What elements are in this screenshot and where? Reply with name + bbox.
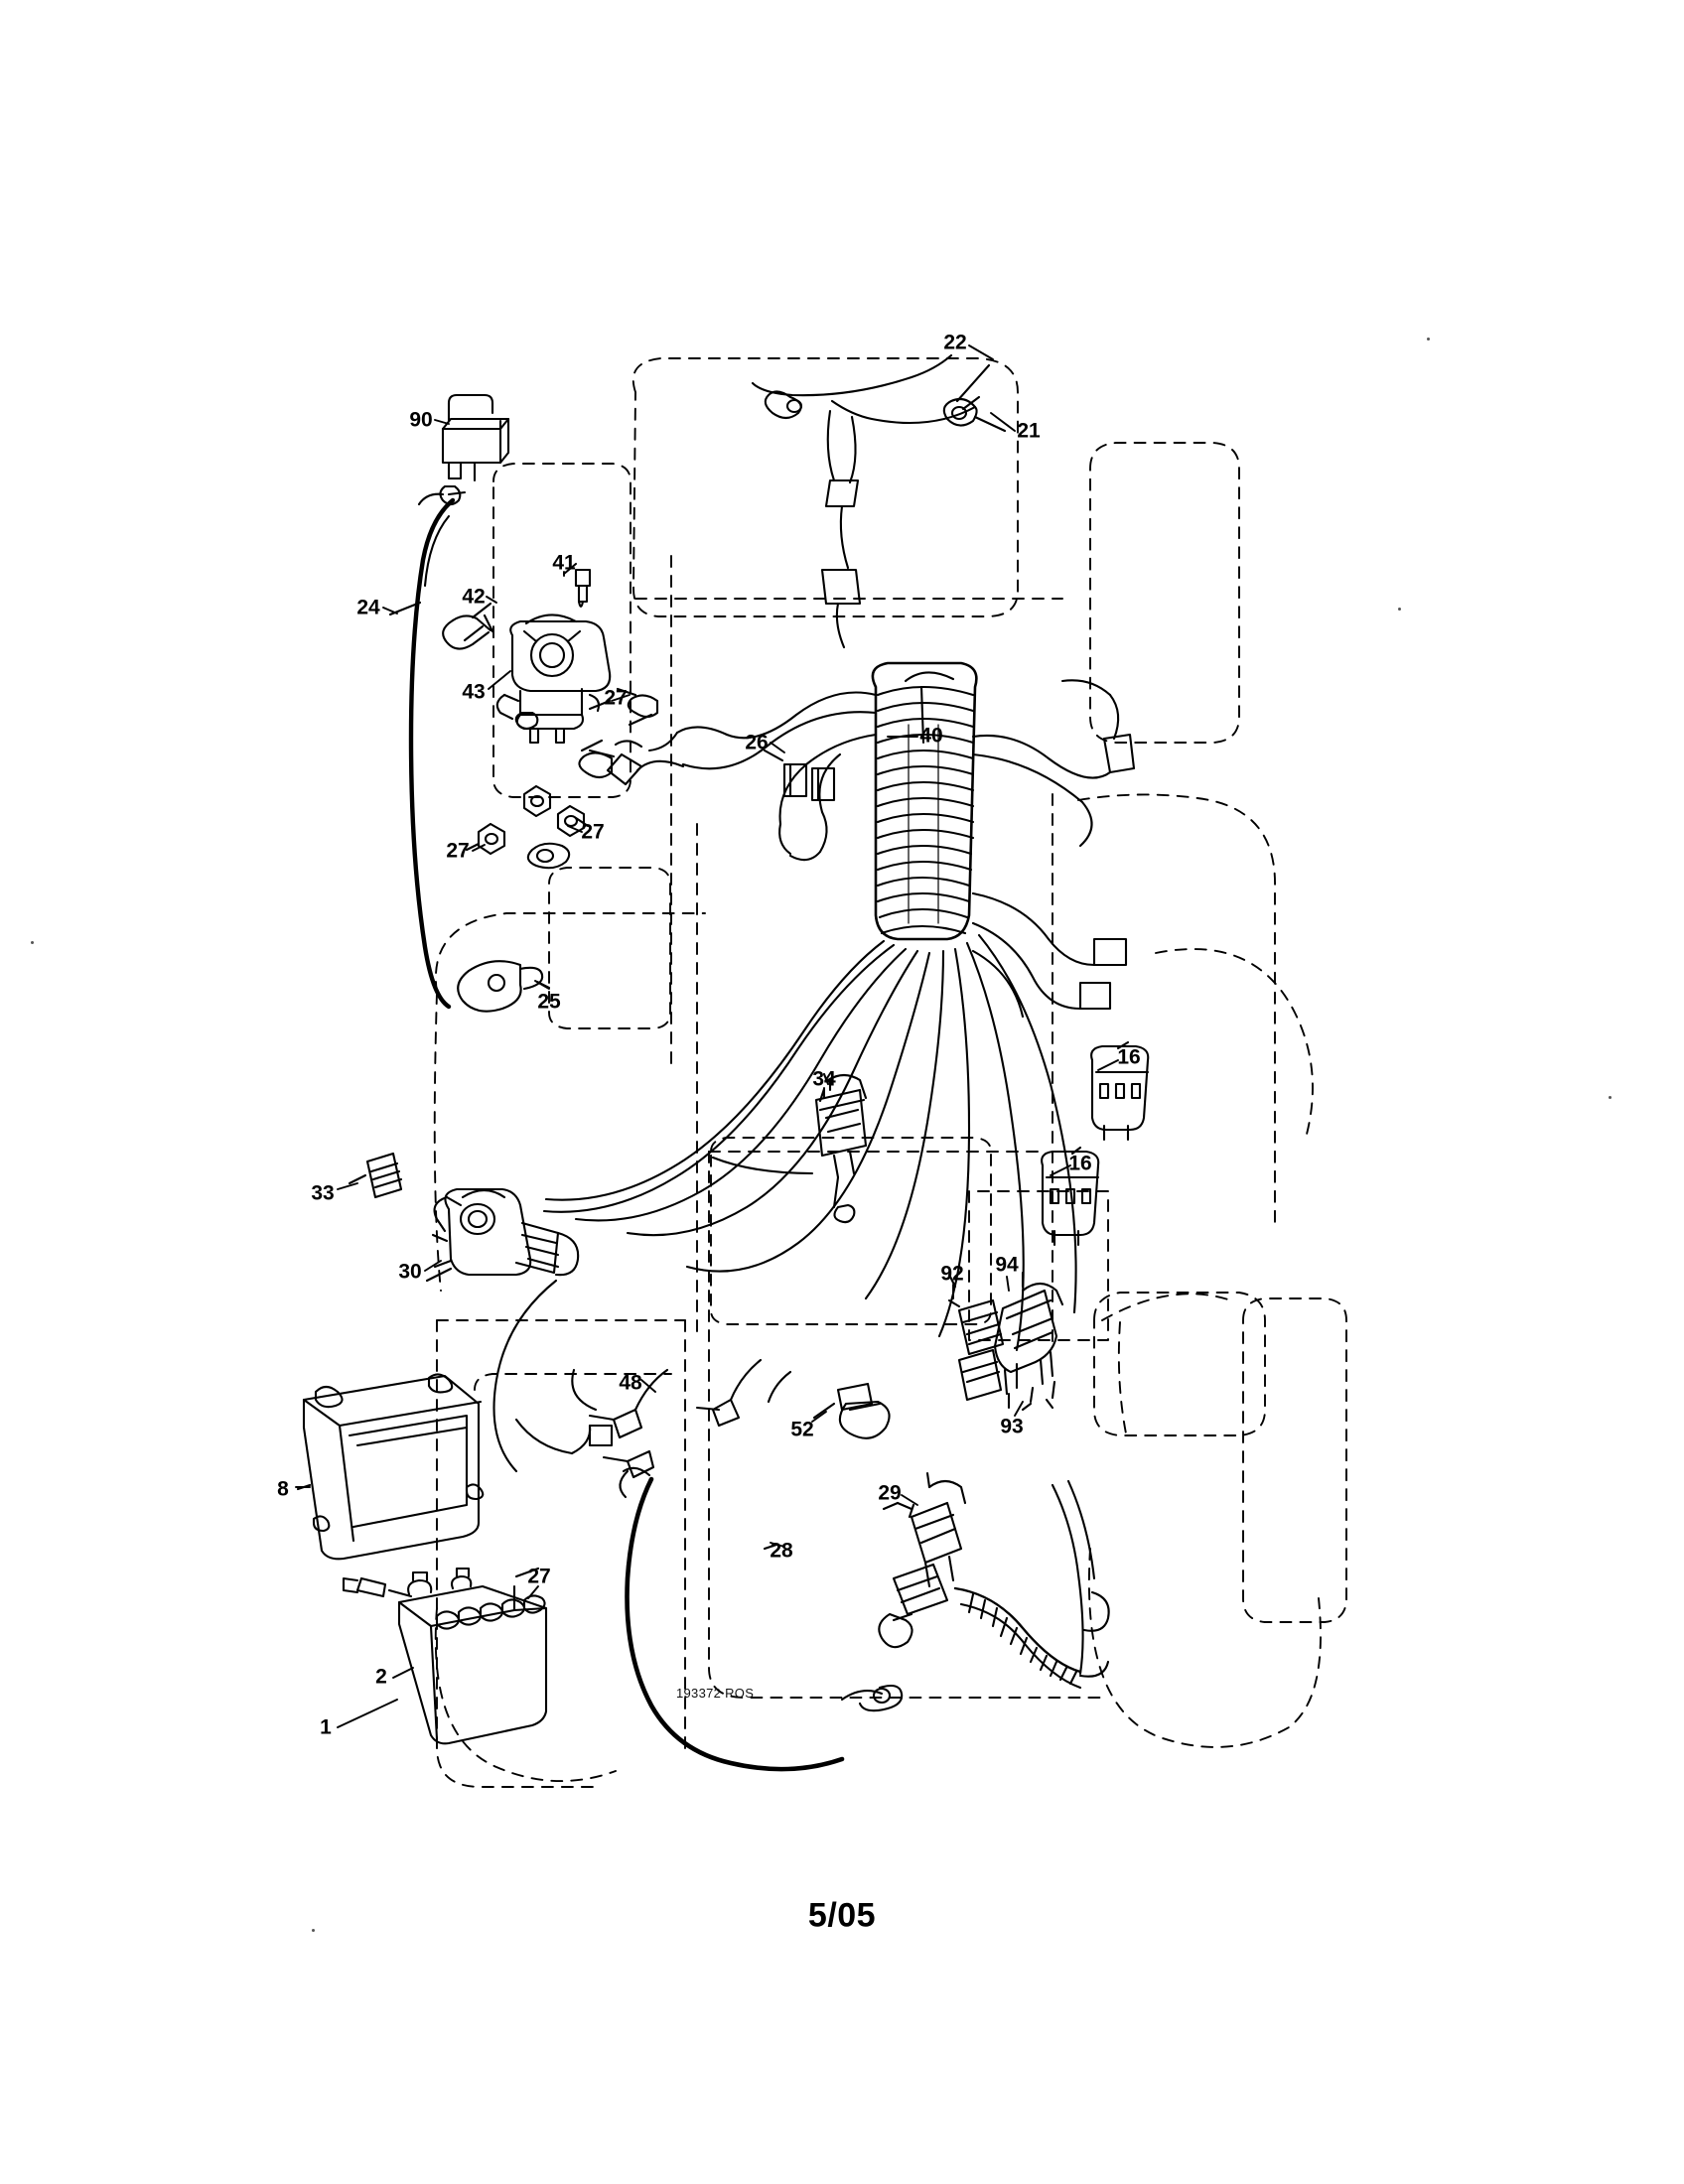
part-90-module bbox=[440, 395, 508, 504]
callout-30: 30 bbox=[398, 1260, 422, 1284]
callout-93: 93 bbox=[1000, 1415, 1024, 1438]
part-22-21-wire-assembly bbox=[753, 355, 1005, 647]
callout-48: 48 bbox=[619, 1371, 642, 1395]
scan-speck bbox=[312, 1929, 315, 1932]
part-43-ignition-switch bbox=[497, 614, 610, 743]
part-1-battery bbox=[344, 1569, 546, 2184]
callout-16-a: 16 bbox=[1117, 1045, 1141, 1069]
part-34-rocker-switch bbox=[713, 1074, 866, 1222]
scan-speck bbox=[1609, 1096, 1612, 1099]
harness-branch-right bbox=[973, 680, 1134, 1017]
callout-29: 29 bbox=[878, 1481, 902, 1505]
callout-8: 8 bbox=[277, 1477, 289, 1501]
part-28-battery-cable bbox=[620, 1468, 902, 1769]
callout-92: 92 bbox=[940, 1262, 964, 1286]
callout-22: 22 bbox=[943, 331, 967, 354]
plate-code: 193372 ROS bbox=[676, 1686, 755, 1701]
revision-date: 5/05 bbox=[807, 1896, 877, 1935]
callout-25: 25 bbox=[537, 990, 561, 1014]
callout-26: 26 bbox=[745, 731, 769, 754]
callout-2: 2 bbox=[375, 1665, 387, 1689]
callout-27-c: 27 bbox=[446, 839, 470, 863]
part-29-interlock-module bbox=[879, 1473, 1108, 1688]
callout-leader-lines bbox=[296, 345, 1118, 1727]
callout-27-b: 27 bbox=[581, 820, 605, 844]
part-42-clip bbox=[443, 604, 492, 649]
callout-90: 90 bbox=[409, 408, 433, 432]
callout-27-d: 27 bbox=[527, 1565, 551, 1588]
callout-42: 42 bbox=[462, 585, 486, 609]
callout-16-b: 16 bbox=[1068, 1152, 1092, 1175]
callout-43: 43 bbox=[462, 680, 486, 704]
scan-speck bbox=[31, 941, 34, 944]
part-30-ignition-plug bbox=[427, 1189, 578, 1281]
callout-33: 33 bbox=[311, 1181, 335, 1205]
callout-41: 41 bbox=[552, 551, 576, 575]
callout-52: 52 bbox=[790, 1418, 814, 1441]
callout-27-a: 27 bbox=[604, 686, 628, 710]
scan-speck bbox=[1427, 338, 1430, 341]
harness-branch-center-fan bbox=[494, 935, 1076, 1477]
callout-40: 40 bbox=[919, 724, 943, 748]
callout-34: 34 bbox=[812, 1067, 836, 1091]
callout-24: 24 bbox=[356, 596, 380, 619]
callout-94: 94 bbox=[995, 1253, 1019, 1277]
callout-21: 21 bbox=[1017, 419, 1041, 443]
part-40-main-harness bbox=[873, 663, 977, 939]
callout-1: 1 bbox=[320, 1715, 332, 1739]
part-24-ground-cable bbox=[390, 494, 549, 1012]
part-33-terminal-cover bbox=[350, 1154, 401, 1197]
scan-speck bbox=[1398, 608, 1401, 611]
harness-branch-26-connectors bbox=[765, 735, 876, 860]
callout-28: 28 bbox=[770, 1539, 793, 1563]
part-8-battery-box bbox=[298, 1374, 483, 1559]
part-92-connector bbox=[949, 1275, 1003, 1400]
